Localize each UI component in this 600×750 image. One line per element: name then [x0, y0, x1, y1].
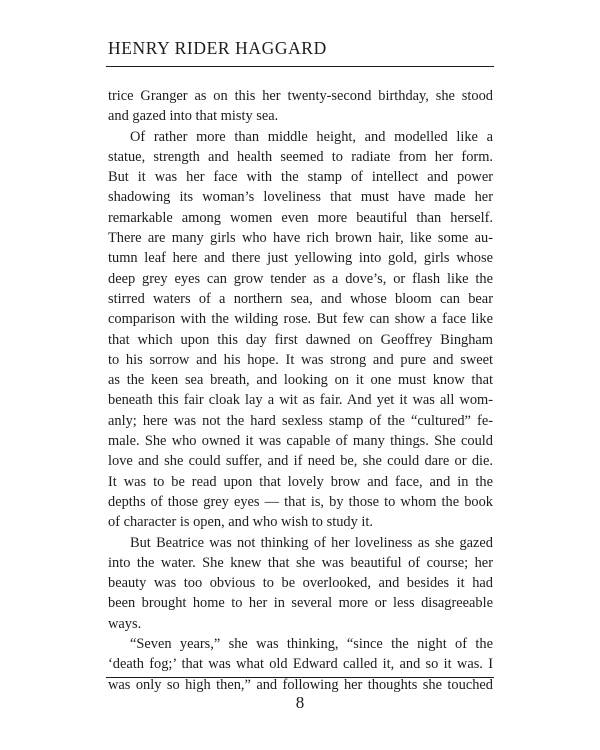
text-line: depths of those grey eyes — that is, by those to whom the book — [108, 493, 493, 510]
text-line: into the water. She knew that she was beautiful of course; her — [108, 554, 493, 571]
text-line: to his sorrow and his hope. It was strong and pure and sweet — [108, 351, 493, 368]
header-rule — [106, 66, 494, 67]
text-line: anly; here was not the hard sexless stamp of the “cultured” fe- — [108, 412, 493, 429]
text-line: of character is open, and who wish to study it. — [108, 514, 373, 531]
text-line: male. She who owned it was capable of many things. She could — [108, 433, 493, 450]
text-line: statue, strength and health seemed to radiate from her form. — [108, 148, 493, 165]
footer-rule — [106, 677, 494, 678]
text-line: as the keen sea breath, and looking on it one must know that — [108, 372, 493, 389]
text-line: remarkable among women even more beautiful than herself. — [108, 209, 493, 226]
text-line: There are many girls who have rich brown hair, like some au- — [108, 230, 493, 247]
text-line: deep grey eyes can grow tender as a dove’s, or flash like the — [108, 270, 493, 287]
text-line: But Beatrice was not thinking of her loveliness as she gazed — [130, 534, 493, 551]
text-line: beauty was too obvious to be overlooked, and besides it had — [108, 575, 493, 592]
text-line: comparison with the wilding rose. But few can show a face like — [108, 311, 493, 328]
text-line: ways. — [108, 615, 142, 632]
text-line: that which upon this day first dawned on Geoffrey Bingham — [108, 331, 493, 348]
text-line: stirred waters of a northern sea, and whose bloom can bear — [108, 290, 493, 307]
text-line: It was to be read upon that lovely brow and face, and in the — [108, 473, 493, 490]
text-line: shadowing its woman’s loveliness that must have made her — [108, 189, 493, 206]
text-line: But it was her face with the stamp of intellect and power — [108, 169, 493, 186]
text-line: ‘death fog;’ that was what old Edward called it, and so it was. I — [108, 656, 493, 673]
text-line: and gazed into that misty sea. — [108, 108, 279, 125]
body-text — [108, 86, 493, 695]
text-line: love and she could suffer, and if need be, she could dare or die. — [108, 453, 493, 470]
text-line: was only so high then,” and following her thoughts she touched — [108, 676, 493, 693]
text-line: trice Granger as on this her twenty-second birthday, she stood — [108, 88, 493, 104]
text-line: tumn leaf here and there just yellowing into gold, girls whose — [108, 250, 493, 267]
running-head: HENRY RIDER HAGGARD — [108, 38, 327, 58]
text-line: Of rather more than middle height, and modelled like a — [130, 128, 493, 145]
text-line: beneath this fair cloak lay a wit as fair. And yet it was all wom- — [108, 392, 493, 409]
text-line: been brought home to her in several more or less disagreeable — [108, 595, 493, 612]
page-number: 8 — [295, 693, 305, 712]
text-line: “Seven years,” she was thinking, “since the night of the — [130, 636, 493, 653]
